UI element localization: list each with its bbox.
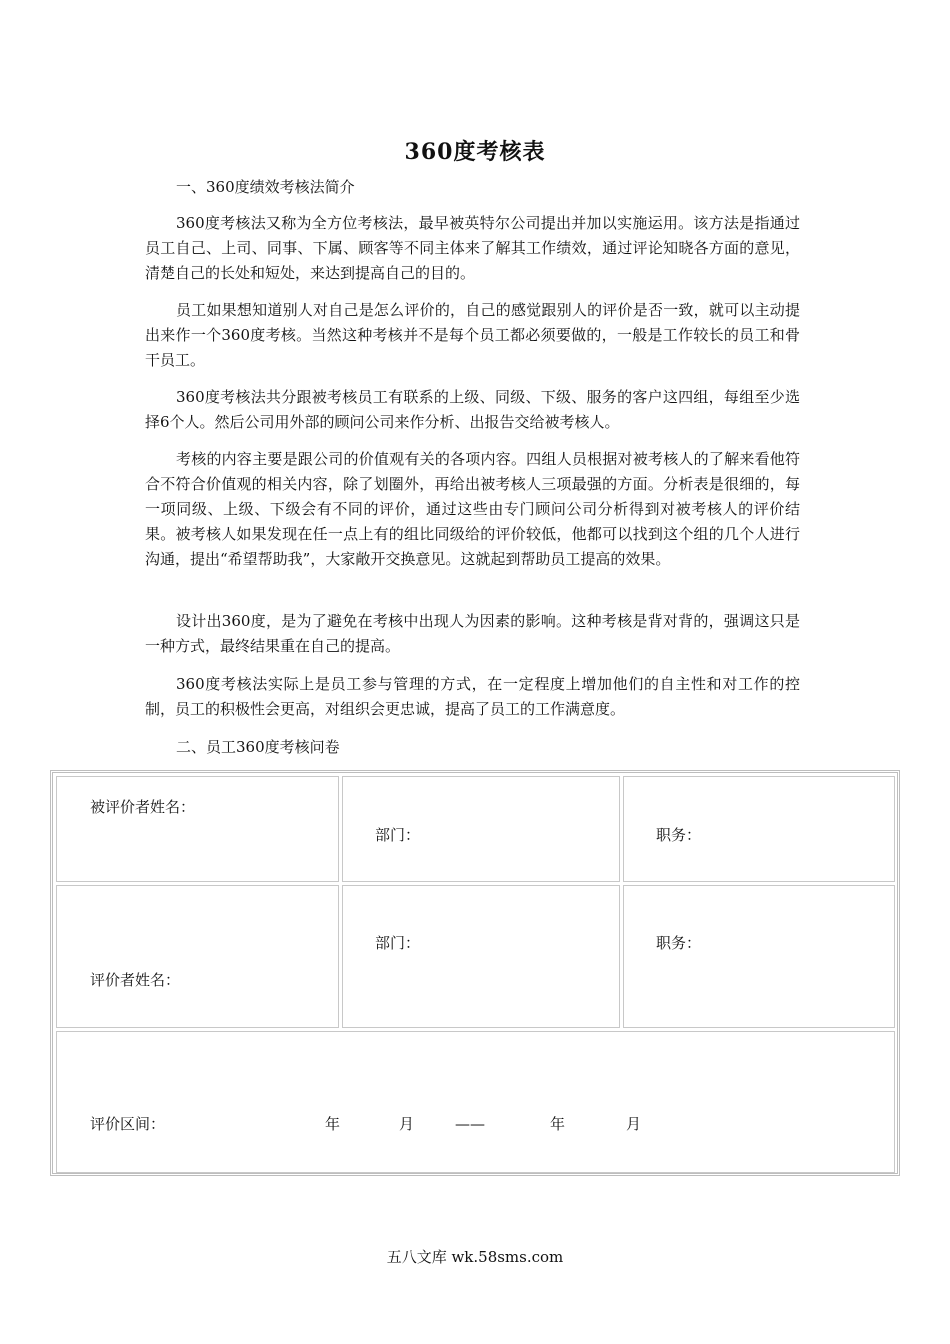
- cell-evaluator-dept[interactable]: [342, 885, 620, 1028]
- evaluator-position-label: 职务：: [656, 934, 702, 952]
- cell-evaluatee-name[interactable]: [56, 776, 339, 882]
- footer-watermark: 五八文库 wk.58sms.com: [386, 1248, 564, 1266]
- evaluatee-dept-label: 部门：: [375, 826, 421, 844]
- start-year-label: 年: [325, 1115, 341, 1133]
- end-year-label: 年: [550, 1115, 566, 1133]
- cell-evaluation-period[interactable]: [56, 1031, 895, 1173]
- evaluator-dept-label: 部门：: [375, 934, 421, 952]
- start-month-label: 月: [399, 1115, 415, 1133]
- cell-evaluator-name[interactable]: [56, 885, 339, 1028]
- paragraph-four-groups: 360度考核法共分跟被考核员工有联系的上级、同级、下级、服务的客户这四组，每组至少选择6个人。然后公司用外部的顾问公司来作分析、出报告交给被考核人。: [145, 388, 800, 431]
- paragraph-definition: 360度考核法又称为全方位考核法，最早被英特尔公司提出并加以实施运用。该方法是指通过员工自己、上司、同事、下属、顾客等不同主体来了解其工作绩效，通过评论知晓各方面的意见，清楚自己的长处和短处，来达到提高自己的目的。: [145, 214, 800, 282]
- evaluatee-position-label: 职务：: [656, 826, 702, 844]
- paragraph-content: 考核的内容主要是跟公司的价值观有关的各项内容。四组人员根据对被考核人的了解来看他符合不符合价值观的相关内容，除了划圈外，再给出被考核人三项最强的方面。分析表是很细的，每一项同级、上级、下级会有不同的评价，通过这些由专门顾问公司分析得到对被考核人的评价结果。被考核人如果发现在任一点上有的组比同级给的评价较低，他都可以找到这个组的几个人进行沟通，提出“希望帮助我”，大家敞开交换意见。这就起到帮助员工提高的效果。: [145, 450, 800, 568]
- evaluation-period-label: 评价区间：: [90, 1115, 166, 1133]
- evaluatee-name-label: 被评价者姓名：: [90, 798, 196, 816]
- paragraph-self-initiated: 员工如果想知道别人对自己是怎么评价的，自己的感觉跟别人的评价是否一致，就可以主动提出来作一个360度考核。当然这种考核并不是每个员工都必须要做的，一般是工作较长的员工和骨干员工。: [145, 301, 800, 369]
- cell-evaluator-position[interactable]: [623, 885, 895, 1028]
- cell-evaluatee-position[interactable]: [623, 776, 895, 882]
- paragraph-purpose: 设计出360度，是为了避免在考核中出现人为因素的影响。这种考核是背对背的，强调这只是一种方式，最终结果重在自己的提高。: [145, 612, 800, 655]
- section-heading-questionnaire: 二、员工360度考核问卷: [176, 738, 340, 756]
- cell-evaluatee-dept[interactable]: [342, 776, 620, 882]
- page-title: 360度考核表: [404, 139, 546, 165]
- questionnaire-form: [50, 770, 900, 1176]
- period-dash: ——: [455, 1115, 485, 1133]
- evaluator-name-label: 评价者姓名：: [90, 971, 181, 989]
- section-heading-intro: 一、360度绩效考核法简介: [176, 178, 355, 196]
- end-month-label: 月: [626, 1115, 642, 1133]
- paragraph-participation: 360度考核法实际上是员工参与管理的方式，在一定程度上增加他们的自主性和对工作的控制，员工的积极性会更高，对组织会更忠诚，提高了员工的工作满意度。: [145, 675, 800, 718]
